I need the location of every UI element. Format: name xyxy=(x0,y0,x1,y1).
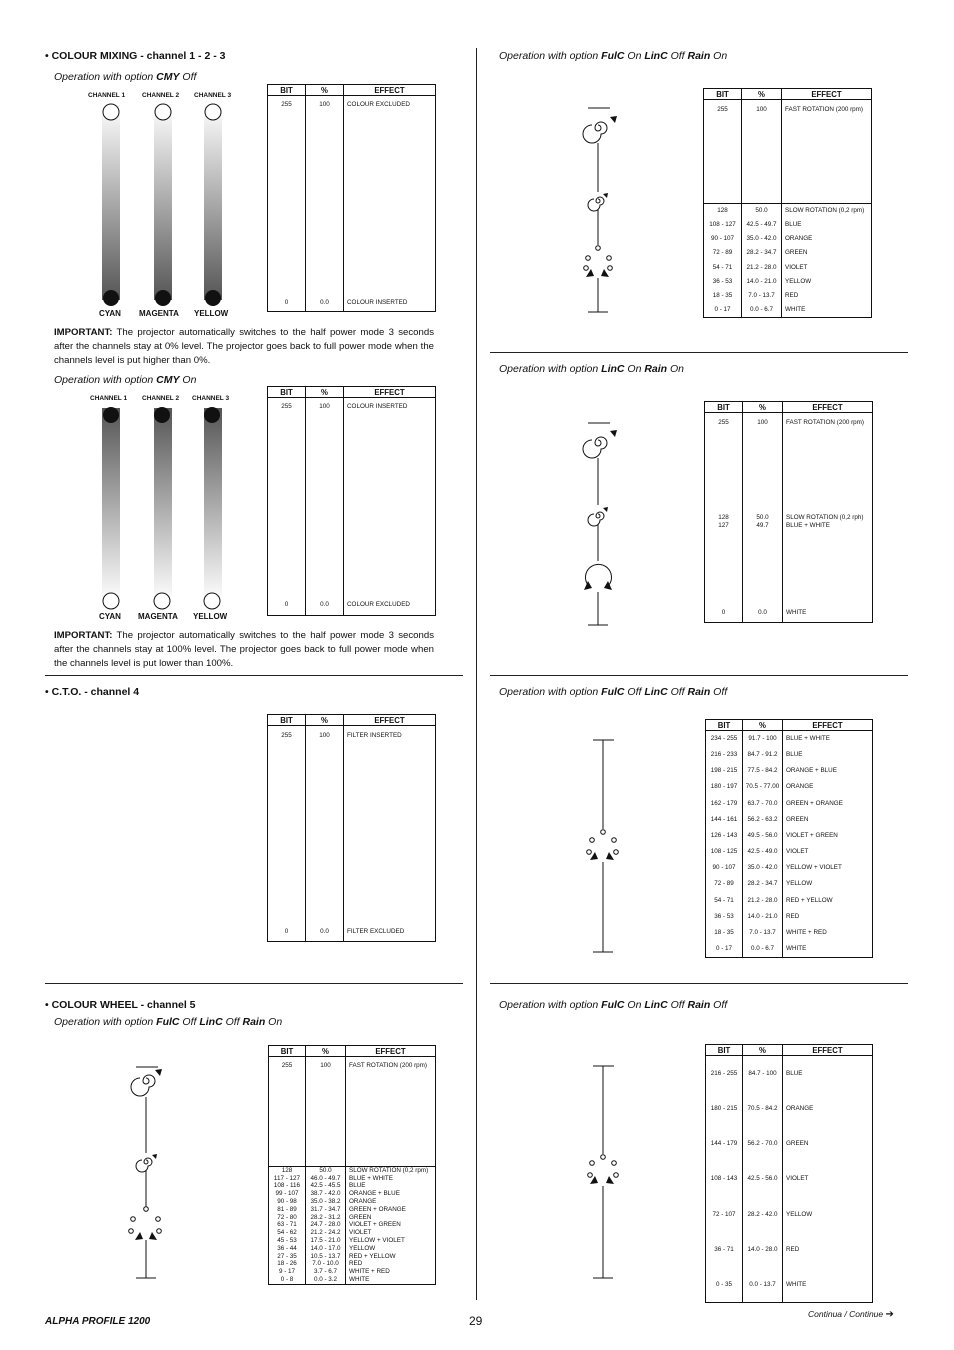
cell-pct: 7.0 - 13.7 xyxy=(743,925,783,941)
cell-bit: 54 - 62 xyxy=(269,1229,306,1237)
cell-bit: 144 - 179 xyxy=(706,1126,743,1161)
cell-effect: VIOLET + GREEN xyxy=(783,828,873,844)
colour-mixing-heading: • COLOUR MIXING - channel 1 - 2 - 3 xyxy=(45,50,226,62)
cell-effect: YELLOW xyxy=(783,876,873,892)
cell-pct: 63.7 - 70.0 xyxy=(743,795,783,811)
table-row xyxy=(706,1056,873,1091)
cell-bit: 128 xyxy=(704,204,742,218)
cell-pct: 28.2 - 34.7 xyxy=(742,246,782,260)
cell-effect: YELLOW xyxy=(783,1197,873,1232)
table-row xyxy=(706,1161,873,1196)
cell-pct: 50.0 xyxy=(306,1167,346,1175)
cell-pct: 14.0 - 28.0 xyxy=(743,1232,783,1267)
cell-pct: 42.5 - 49.0 xyxy=(743,844,783,860)
cell-effect: WHITE + RED xyxy=(346,1268,436,1276)
cyan-label: CYAN xyxy=(99,612,121,621)
cto-heading: • C.T.O. - channel 4 xyxy=(45,686,140,698)
cell-pct: 31.7 - 34.7 xyxy=(306,1206,346,1214)
cyan-label: CYAN xyxy=(99,309,121,318)
cell-effect: GREEN xyxy=(346,1214,436,1222)
cell-pct: 10.5 - 13.7 xyxy=(306,1253,346,1261)
option-cmy-on: Operation with option CMY On xyxy=(54,374,197,386)
cell-pct: 49.5 - 56.0 xyxy=(743,828,783,844)
cell-bit: 90 - 107 xyxy=(706,860,743,876)
colour-wheel-table-rain-on: BIT % EFFECT 255 100 FAST ROTATION (200 rpm) 128 50.0 SLOW ROTATION (0,2 rpm) 117 - 127 46.0 - 49.7 BLUE + WHITE 108 - 116 42.5 - 45.5 BLUE 99 - 107 38.7 - 42.0 ORANGE + BLUE 90 - 98 35.0 - 38.2 ORANGE 81 - 89 31.7 - 34.7 GREEN + ORANGE 72 - 80 28.2 - 31.2 GREEN 63 - 71 24.7 - 28.0 VIOLET + GREEN 54 - 62 21.2 - 24.2 VIOLET 45 - 53 17.5 - 21.0 YELLOW + VIOLET 36 - 44 14.0 - 17.0 YELLOW 27 - 35 10.5 - 13.7 RED + YELLOW 18 - 26 7.0 - 10.0 RED 9 - 17 3.7 - 6.7 WHITE + RED 0 - 8 0.0 - 3.2 WHITE xyxy=(268,1045,436,1285)
cell-effect: YELLOW + VIOLET xyxy=(783,860,873,876)
cell-effect: RED xyxy=(783,909,873,925)
cell-effect: YELLOW xyxy=(782,274,872,288)
yellow-label: YELLOW xyxy=(194,309,229,318)
cell-pct: 14.0 - 17.0 xyxy=(306,1245,346,1253)
table-row xyxy=(706,1091,873,1126)
option-fulc-on-linc-off-rain-off: Operation with option FulC On LinC Off Rain Off xyxy=(499,999,728,1011)
cell-pct: 21.2 - 28.0 xyxy=(743,892,783,908)
cell-effect: RED xyxy=(783,1232,873,1267)
cell-effect: VIOLET xyxy=(783,844,873,860)
cell-effect: BLUE + WHITE xyxy=(783,731,873,747)
cell-bit: 162 - 179 xyxy=(706,795,743,811)
important-note-2: IMPORTANT: The projector automatically switches to the half power mode 3 seconds after the channels stay at 100% level. The projector goes back to full power mode when the channels level is put lower than 100%. xyxy=(54,630,434,669)
cell-bit: 216 - 255 xyxy=(706,1056,743,1091)
cell-effect: SLOW ROTATION (0,2 rpm) xyxy=(346,1167,436,1175)
cell-bit: 108 - 125 xyxy=(706,844,743,860)
cell-effect: VIOLET xyxy=(346,1229,436,1237)
cell-effect: BLUE xyxy=(782,218,872,232)
cell-effect: VIOLET xyxy=(782,260,872,274)
cell-effect: WHITE xyxy=(346,1276,436,1284)
channel-3-label: CHANNEL 3 xyxy=(194,92,232,99)
cell-effect: GREEN xyxy=(783,811,873,827)
product-name: ALPHA PROFILE 1200 xyxy=(45,1316,151,1327)
cell-bit: 27 - 35 xyxy=(269,1253,306,1261)
cell-pct: 14.0 - 21.0 xyxy=(742,274,782,288)
cell-bit: 144 - 161 xyxy=(706,811,743,827)
cell-pct: 7.0 - 13.7 xyxy=(742,289,782,303)
option-linc-on-rain-on: Operation with option LinC On Rain On xyxy=(499,363,685,375)
cell-bit: 72 - 80 xyxy=(269,1214,306,1222)
cell-pct: 35.0 - 38.2 xyxy=(306,1198,346,1206)
cell-effect: VIOLET xyxy=(783,1161,873,1196)
colour-wheel-rows xyxy=(706,1056,873,1303)
cell-pct: 35.0 - 42.0 xyxy=(743,860,783,876)
cell-bit: 0 - 35 xyxy=(706,1267,743,1302)
cell-pct: 14.0 - 21.0 xyxy=(743,909,783,925)
channel-2-label: CHANNEL 2 xyxy=(142,92,180,99)
cell-pct: 38.7 - 42.0 xyxy=(306,1190,346,1198)
cell-bit: 180 - 215 xyxy=(706,1091,743,1126)
cell-pct: 56.2 - 63.2 xyxy=(743,811,783,827)
cell-pct: 0.0 - 3.2 xyxy=(306,1276,346,1284)
yellow-label: YELLOW xyxy=(193,612,228,621)
cell-effect: ORANGE + BLUE xyxy=(783,763,873,779)
cell-bit: 90 - 107 xyxy=(704,232,742,246)
cell-effect: GREEN + ORANGE xyxy=(783,795,873,811)
cmy-on-table: BIT % EFFECT 255 100 COLOUR INSERTED 0 0.0 COLOUR EXCLUDED xyxy=(267,386,436,616)
cell-pct: 50.0 xyxy=(742,204,782,218)
cell-pct: 28.2 - 31.2 xyxy=(306,1214,346,1222)
important-note-1: IMPORTANT: The projector automatically switches to the half power mode 3 seconds after the channels stay at 0% level. The projector goes back to full power mode when the channels level is put higher than 0%. xyxy=(54,327,434,366)
cell-bit: 54 - 71 xyxy=(704,260,742,274)
option-cmy-off: Operation with option CMY Off xyxy=(54,71,197,83)
continue-note: Continua / Continue ➔ xyxy=(808,1309,894,1320)
cell-pct: 0.0 - 6.7 xyxy=(743,941,783,957)
cell-pct: 70.5 - 77.00 xyxy=(743,779,783,795)
colour-wheel-table-fulc-on: BIT % EFFECT 255 100 FAST ROTATION (200 rpm) 128 50.0 SLOW ROTATION (0,2 rpm) 108 - 127 42.5 - 49.7 BLUE 90 - 107 35.0 - 42.0 ORANGE 72 - 89 28.2 - 34.7 GREEN 54 - 71 21.2 - 28.0 VIOLET 36 - 53 14.0 - 21.0 YELLOW 18 - 35 7.0 - 13.7 RED 0 - 17 0.0 - 6.7 WHITE xyxy=(703,88,872,318)
arrow-right-icon: ➔ xyxy=(885,1309,894,1320)
cell-effect: ORANGE + BLUE xyxy=(346,1190,436,1198)
cell-bit: 36 - 44 xyxy=(269,1245,306,1253)
cell-bit: 72 - 107 xyxy=(706,1197,743,1232)
cell-bit: 108 - 116 xyxy=(269,1182,306,1190)
cell-bit: 216 - 233 xyxy=(706,747,743,763)
magenta-label: MAGENTA xyxy=(139,309,179,318)
cell-pct: 21.2 - 24.2 xyxy=(306,1229,346,1237)
cell-effect: BLUE xyxy=(783,747,873,763)
cell-effect: WHITE xyxy=(782,303,872,317)
cell-bit: 9 - 17 xyxy=(269,1268,306,1276)
cell-bit: 99 - 107 xyxy=(269,1190,306,1198)
cell-bit: 18 - 35 xyxy=(704,289,742,303)
cell-effect: RED xyxy=(346,1260,436,1268)
cell-effect: GREEN + ORANGE xyxy=(346,1206,436,1214)
cell-bit: 36 - 53 xyxy=(706,909,743,925)
cell-effect: RED + YELLOW xyxy=(783,892,873,908)
cmy-off-table: BIT % EFFECT 255 100 COLOUR EXCLUDED 0 0.0 COLOUR INSERTED xyxy=(267,84,436,312)
cell-pct: 42.5 - 49.7 xyxy=(742,218,782,232)
colour-wheel-heading: • COLOUR WHEEL - channel 5 xyxy=(45,999,196,1011)
option-fulc-off-linc-off-rain-on: Operation with option FulC Off LinC Off Rain On xyxy=(54,1016,283,1028)
table-row xyxy=(706,1197,873,1232)
cell-effect: GREEN xyxy=(782,246,872,260)
cell-pct: 56.2 - 70.0 xyxy=(743,1126,783,1161)
table-row xyxy=(706,1232,873,1267)
cell-bit: 117 - 127 xyxy=(269,1175,306,1183)
table-row xyxy=(706,1267,873,1302)
cell-bit: 108 - 127 xyxy=(704,218,742,232)
cell-pct: 77.5 - 84.2 xyxy=(743,763,783,779)
cell-pct: 0.0 - 6.7 xyxy=(742,303,782,317)
cell-bit: 128 xyxy=(269,1167,306,1175)
colour-wheel-table-fulc-on-rain-off: BIT % EFFECT 216 - 255 84.7 - 100 BLUE 180 - 215 70.5 - 84.2 ORANGE 144 - 179 56.2 - 70.0 GREEN 108 - 143 42.5 - 56.0 VIOLET 72 - 107 28.2 - 42.0 YELLOW 36 - 71 14.0 - 28.0 RED 0 - 35 0.0 - 13.7 WHITE xyxy=(705,1044,873,1303)
cell-pct: 24.7 - 28.0 xyxy=(306,1221,346,1229)
cell-effect: VIOLET + GREEN xyxy=(346,1221,436,1229)
channel-3-label: CHANNEL 3 xyxy=(192,395,230,402)
cell-bit: 63 - 71 xyxy=(269,1221,306,1229)
cell-pct: 17.5 - 21.0 xyxy=(306,1237,346,1245)
cto-table: BIT % EFFECT 255 100 FILTER INSERTED 0 0.0 FILTER EXCLUDED xyxy=(267,714,436,942)
cell-effect: RED + YELLOW xyxy=(346,1253,436,1261)
cell-pct: 84.7 - 100 xyxy=(743,1056,783,1091)
cell-bit: 0 - 17 xyxy=(704,303,742,317)
cell-pct: 3.7 - 6.7 xyxy=(306,1268,346,1276)
cell-bit: 198 - 215 xyxy=(706,763,743,779)
table-row xyxy=(706,1126,873,1161)
colour-wheel-table-linc-on: BIT % EFFECT 255 100 FAST ROTATION (200 rpm) 128 50.0 SLOW ROTATION (0,2 rph) 127 49.7 BLUE + WHITE 0 0.0 WHITE xyxy=(704,401,873,623)
cell-effect: SLOW ROTATION (0,2 rpm) xyxy=(782,204,872,218)
cell-bit: 90 - 98 xyxy=(269,1198,306,1206)
cell-bit: 36 - 53 xyxy=(704,274,742,288)
cell-effect: ORANGE xyxy=(782,232,872,246)
cell-pct: 0.0 - 13.7 xyxy=(743,1267,783,1302)
cell-effect: RED xyxy=(782,289,872,303)
page-number: 29 xyxy=(469,1314,483,1328)
cell-pct: 35.0 - 42.0 xyxy=(742,232,782,246)
cell-bit: 0 - 17 xyxy=(706,941,743,957)
cell-bit: 81 - 89 xyxy=(269,1206,306,1214)
channel-1-label: CHANNEL 1 xyxy=(88,92,126,99)
cell-pct: 84.7 - 91.2 xyxy=(743,747,783,763)
cell-pct: 21.2 - 28.0 xyxy=(742,260,782,274)
cell-bit: 36 - 71 xyxy=(706,1232,743,1267)
cell-effect: GREEN xyxy=(783,1126,873,1161)
cell-effect: WHITE xyxy=(783,1267,873,1302)
option-fulc-off-linc-off-rain-off: Operation with option FulC Off LinC Off Rain Off xyxy=(499,686,728,698)
cell-effect: ORANGE xyxy=(783,779,873,795)
cell-bit: 72 - 89 xyxy=(704,246,742,260)
cell-effect: BLUE xyxy=(783,1056,873,1091)
channel-1-label: CHANNEL 1 xyxy=(90,395,128,402)
cell-bit: 18 - 26 xyxy=(269,1260,306,1268)
cell-effect: ORANGE xyxy=(346,1198,436,1206)
colour-wheel-table-all-off: BIT % EFFECT 234 - 255 91.7 - 100 BLUE + WHITE 216 - 233 84.7 - 91.2 BLUE 198 - 215 77.5 - 84.2 ORANGE + BLUE 180 - 197 70.5 - 77.00 ORANGE 162 - 179 63.7 - 70.0 GREEN + ORANGE 144 - 161 56.2 - 63.2 GREEN 126 - 143 49.5 - 56.0 VIOLET + GREEN 108 - 125 42.5 - 49.0 VIOLET 90 - 107 35.0 - 42.0 YELLOW + VIOLET 72 - 89 28.2 - 34.7 YELLOW 54 - 71 21.2 - 28.0 RED + YELLOW 36 - 53 14.0 - 21.0 RED 18 - 35 7.0 - 13.7 WHITE + RED 0 - 17 0.0 - 6.7 WHITE xyxy=(705,719,873,958)
cell-effect: BLUE + WHITE xyxy=(346,1175,436,1183)
cell-bit: 108 - 143 xyxy=(706,1161,743,1196)
cell-bit: 18 - 35 xyxy=(706,925,743,941)
cell-bit: 234 - 255 xyxy=(706,731,743,747)
cell-bit: 72 - 89 xyxy=(706,876,743,892)
cell-effect: ORANGE xyxy=(783,1091,873,1126)
cell-pct: 28.2 - 42.0 xyxy=(743,1197,783,1232)
magenta-label: MAGENTA xyxy=(138,612,178,621)
cell-pct: 46.0 - 49.7 xyxy=(306,1175,346,1183)
cell-pct: 42.5 - 45.5 xyxy=(306,1182,346,1190)
cell-bit: 45 - 53 xyxy=(269,1237,306,1245)
cell-pct: 70.5 - 84.2 xyxy=(743,1091,783,1126)
option-fulc-on-linc-off-rain-on: Operation with option FulC On LinC Off Rain On xyxy=(499,50,728,62)
cell-effect: YELLOW + VIOLET xyxy=(346,1237,436,1245)
cell-pct: 91.7 - 100 xyxy=(743,731,783,747)
cell-effect: WHITE xyxy=(783,941,873,957)
cell-bit: 180 - 197 xyxy=(706,779,743,795)
cell-effect: YELLOW xyxy=(346,1245,436,1253)
cell-effect: WHITE + RED xyxy=(783,925,873,941)
cell-bit: 54 - 71 xyxy=(706,892,743,908)
cell-pct: 42.5 - 56.0 xyxy=(743,1161,783,1196)
cell-bit: 0 - 8 xyxy=(269,1276,306,1284)
cell-pct: 7.0 - 10.0 xyxy=(306,1260,346,1268)
cell-bit: 126 - 143 xyxy=(706,828,743,844)
cell-effect: BLUE xyxy=(346,1182,436,1190)
channel-2-label: CHANNEL 2 xyxy=(142,395,180,402)
cell-pct: 28.2 - 34.7 xyxy=(743,876,783,892)
